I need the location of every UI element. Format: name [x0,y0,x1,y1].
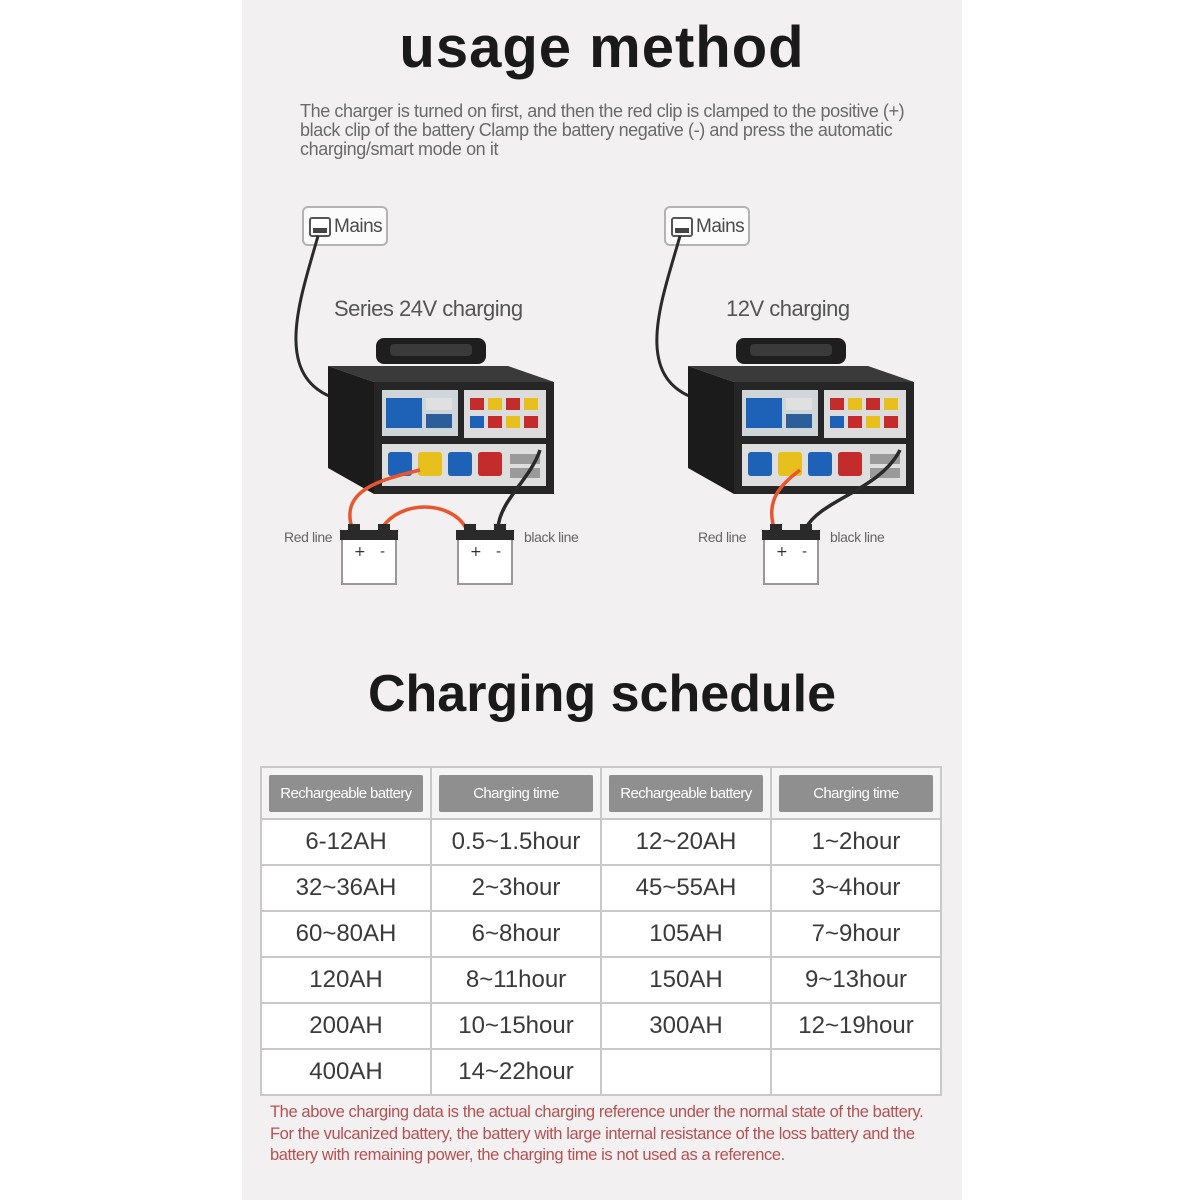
mains-label: Mains [334,216,383,237]
header-cell: Charging time [431,767,601,819]
table-cell: 14~22hour [431,1049,601,1095]
table-header-row [261,767,941,819]
table-cell: 12~20AH [601,819,771,865]
table-cell [771,1049,941,1095]
table-row [261,1049,941,1095]
header-cell: Rechargeable battery [261,767,431,819]
table-cell: 0.5~1.5hour [431,819,601,865]
black-line-label-12v: black line [830,529,885,545]
table-cell: 300AH [601,1003,771,1049]
table-cell: 1~2hour [771,819,941,865]
table-cell: 6-12AH [261,819,431,865]
table-row [261,819,941,865]
mains-box-24v [302,206,388,246]
12v-label: 12V charging [726,296,850,321]
red-line-label-12v: Red line [698,529,747,545]
table-cell: 45~55AH [601,865,771,911]
table-cell: 150AH [601,957,771,1003]
table-cell: 120AH [261,957,431,1003]
table-row [261,957,941,1003]
table-cell: 105AH [601,911,771,957]
table-cell: 3~4hour [771,865,941,911]
table-cell: 6~8hour [431,911,601,957]
usage-instructions: The charger is turned on first, and then the red clip is clamped to the positive (+) black clip of the battery Clamp the battery negative (-) and press the automatic charging/smart mode on it [300,101,905,159]
header-cell: Rechargeable battery [601,767,771,819]
series-24v-label: Series 24V charging [334,296,523,321]
table-row [261,1003,941,1049]
table-cell: 8~11hour [431,957,601,1003]
usage-title: usage method [399,15,805,80]
wiring-diagram: + - [0,0,1200,1200]
table-cell [601,1049,771,1095]
table-cell: 9~13hour [771,957,941,1003]
table-cell: 32~36AH [261,865,431,911]
table-cell: 10~15hour [431,1003,601,1049]
table-cell: 200AH [261,1003,431,1049]
table-cell: 12~19hour [771,1003,941,1049]
table-row [261,911,941,957]
charging-note: The above charging data is the actual charging reference under the normal state of the battery. For the vulcanized battery, the battery with large internal resistance of the loss battery and the battery with remaining power, the charging time is not used as a reference. [270,1103,924,1164]
plug-icon [309,217,331,237]
table-cell: 60~80AH [261,911,431,957]
mains-box-12v [664,206,750,246]
charging-schedule-table [260,766,942,1096]
black-line-label-24v: black line [524,529,579,545]
header-cell: Charging time [771,767,941,819]
red-line-label-24v: Red line [284,529,333,545]
table-cell: 7~9hour [771,911,941,957]
table-row [261,865,941,911]
table-cell: 400AH [261,1049,431,1095]
table-cell: 2~3hour [431,865,601,911]
schedule-title: Charging schedule [367,665,837,723]
mains-label: Mains [696,216,745,237]
plug-icon [671,217,693,237]
